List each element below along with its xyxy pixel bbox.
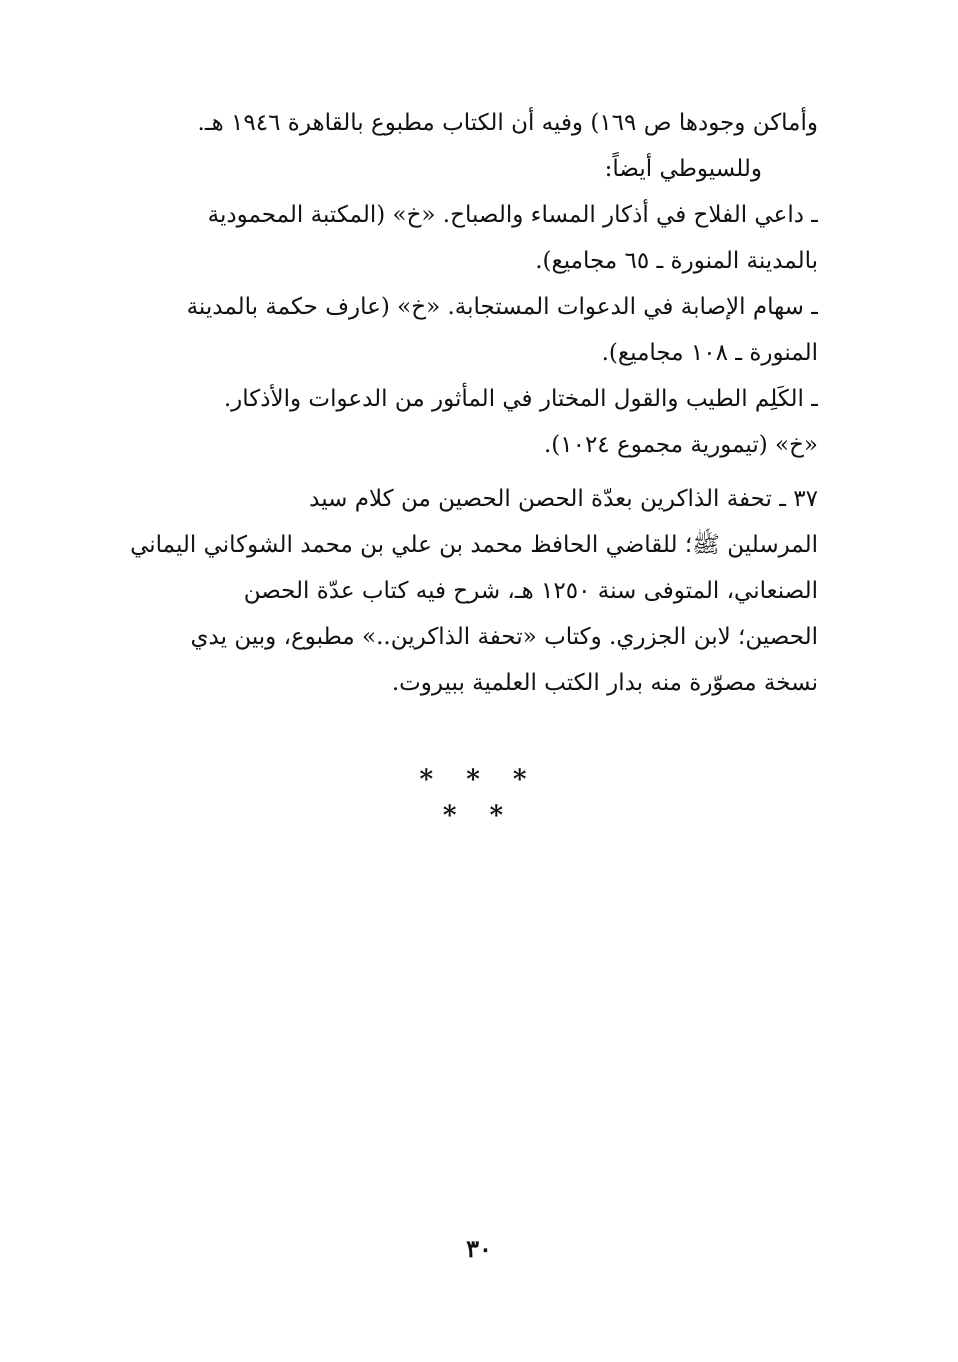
paragraph-gap (128, 468, 818, 476)
paragraph-line: وأماكن وجودها ص ١٦٩) وفيه أن الكتاب مطبوع بالقاهرة ١٩٤٦ هـ. (197, 110, 818, 136)
entry-line: نسخة مصوّرة منه بدار الكتب العلمية ببيروت. (391, 670, 818, 696)
section-separator (0, 762, 958, 834)
list-item-line: ـ داعي الفلاح في أذكار المساء والصباح. «خ» (المكتبة المحمودية (207, 202, 818, 228)
list-item-line: «خ» (تيمورية مجموع ١٠٢٤). (543, 432, 818, 458)
entry-line: ٣٧ ـ تحفة الذاكرين بعدّة الحصن الحصين من كلام سيد (309, 486, 818, 512)
body-text (128, 100, 818, 706)
page-number: ٣٠ (466, 1234, 492, 1263)
list-item-line: ـ سهام الإصابة في الدعوات المستجابة. «خ» (عارف حكمة بالمدينة (186, 294, 818, 320)
separator-stars-row: * * (442, 801, 516, 831)
entry-line: الصنعاني، المتوفى سنة ١٢٥٠ هـ، شرح فيه كتاب عدّة الحصن (243, 578, 818, 604)
separator-stars-row: * * * (419, 765, 539, 795)
list-item-line: ـ الكَلِم الطيب والقول المختار في المأثور من الدعوات والأذكار. (223, 386, 818, 412)
entry-line: الحصين؛ لابن الجزري. وكتاب «تحفة الذاكرين..» مطبوع، وبين يدي (190, 624, 818, 650)
entry-line: المرسلين ﷺ؛ للقاضي الحافظ محمد بن علي بن محمد الشوكاني اليماني (130, 532, 818, 558)
paragraph-line: وللسيوطي أيضاً: (604, 156, 762, 182)
list-item-line: المنورة ـ ١٠٨ مجاميع). (601, 340, 818, 366)
list-item-line: بالمدينة المنورة ـ ٦٥ مجاميع). (535, 248, 818, 274)
